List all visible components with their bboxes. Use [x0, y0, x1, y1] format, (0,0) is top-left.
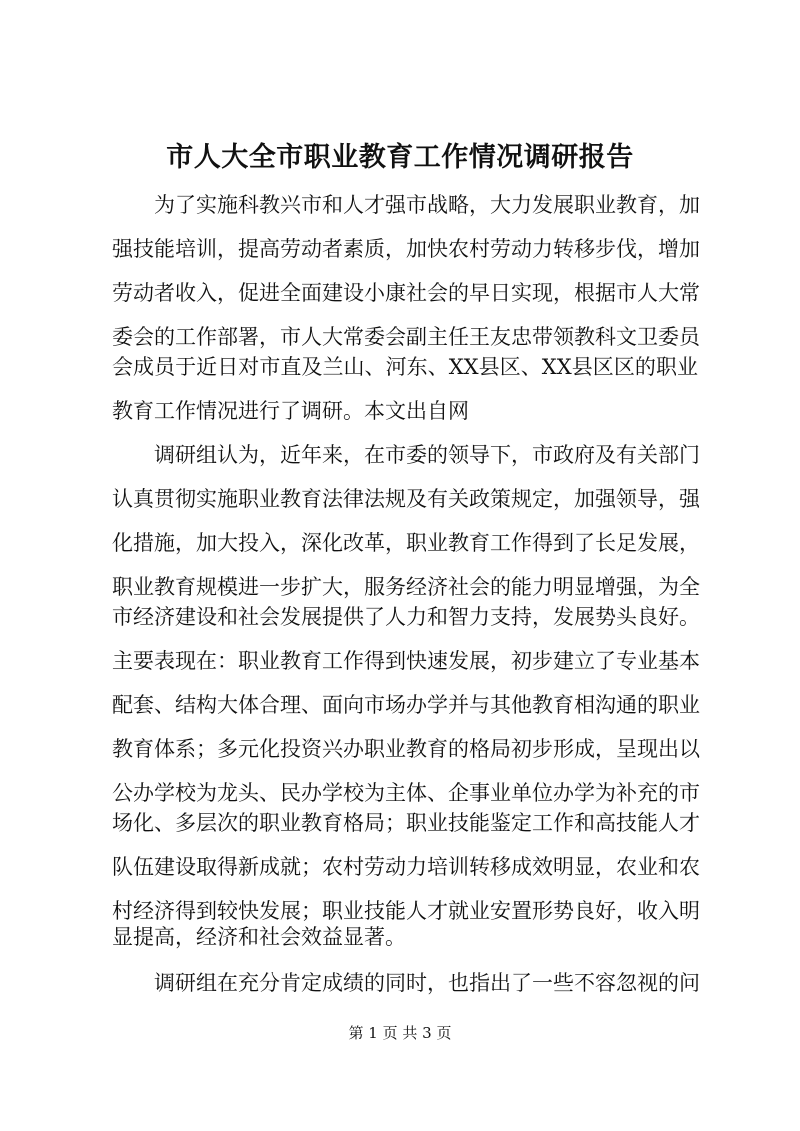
- text-line: 调研组认为，近年来，在市委的领导下，市政府及有关部门: [154, 443, 700, 467]
- text-line: 队伍建设取得新成就；农村劳动力培训转移成效明显，农业和农: [112, 855, 700, 879]
- text-line: 认真贯彻实施职业教育法律法规及有关政策规定，加强领导，强: [112, 487, 700, 511]
- text-line: 调研组在充分肯定成绩的同时，也指出了一些不容忽视的问: [154, 971, 700, 995]
- text-line: 配套、结构大体合理、面向市场办学并与其他教育相沟通的职业: [112, 693, 700, 717]
- text-line: 主要表现在：职业教育工作得到快速发展，初步建立了专业基本: [112, 649, 700, 673]
- text-line: 教育工作情况进行了调研。本文出自网: [112, 399, 469, 423]
- text-line: 为了实施科教兴市和人才强市战略，大力发展职业教育，加: [154, 193, 700, 217]
- text-line: 公办学校为龙头、民办学校为主体、企事业单位办学为补充的市: [112, 781, 700, 805]
- text-line: 场化、多层次的职业教育格局；职业技能鉴定工作和高技能人才: [112, 811, 700, 835]
- text-line: 市经济建设和社会发展提供了人力和智力支持，发展势头良好。: [112, 605, 700, 629]
- text-line: 教育体系；多元化投资兴办职业教育的格局初步形成，呈现出以: [112, 737, 700, 761]
- text-line: 化措施，加大投入，深化改革，职业教育工作得到了长足发展，: [112, 531, 700, 555]
- text-line: 村经济得到较快发展；职业技能人才就业安置形势良好，收入明: [112, 899, 700, 923]
- text-line: 会成员于近日对市直及兰山、河东、XX县区、XX县区区的职业: [112, 355, 698, 379]
- text-line: 职业教育规模进一步扩大，服务经济社会的能力明显增强，为全: [112, 575, 700, 599]
- page-number: 第 1 页 共 3 页: [348, 1024, 452, 1042]
- text-line: 劳动者收入，促进全面建设小康社会的早日实现，根据市人大常: [112, 281, 700, 305]
- text-line: 委会的工作部署，市人大常委会副主任王友忠带领教科文卫委员: [112, 325, 700, 349]
- text-line: 显提高，经济和社会效益显著。: [112, 925, 406, 949]
- text-line: 强技能培训，提高劳动者素质，加快农村劳动力转移步伐，增加: [112, 237, 700, 261]
- page-title: 市人大全市职业教育工作情况调研报告: [166, 142, 634, 173]
